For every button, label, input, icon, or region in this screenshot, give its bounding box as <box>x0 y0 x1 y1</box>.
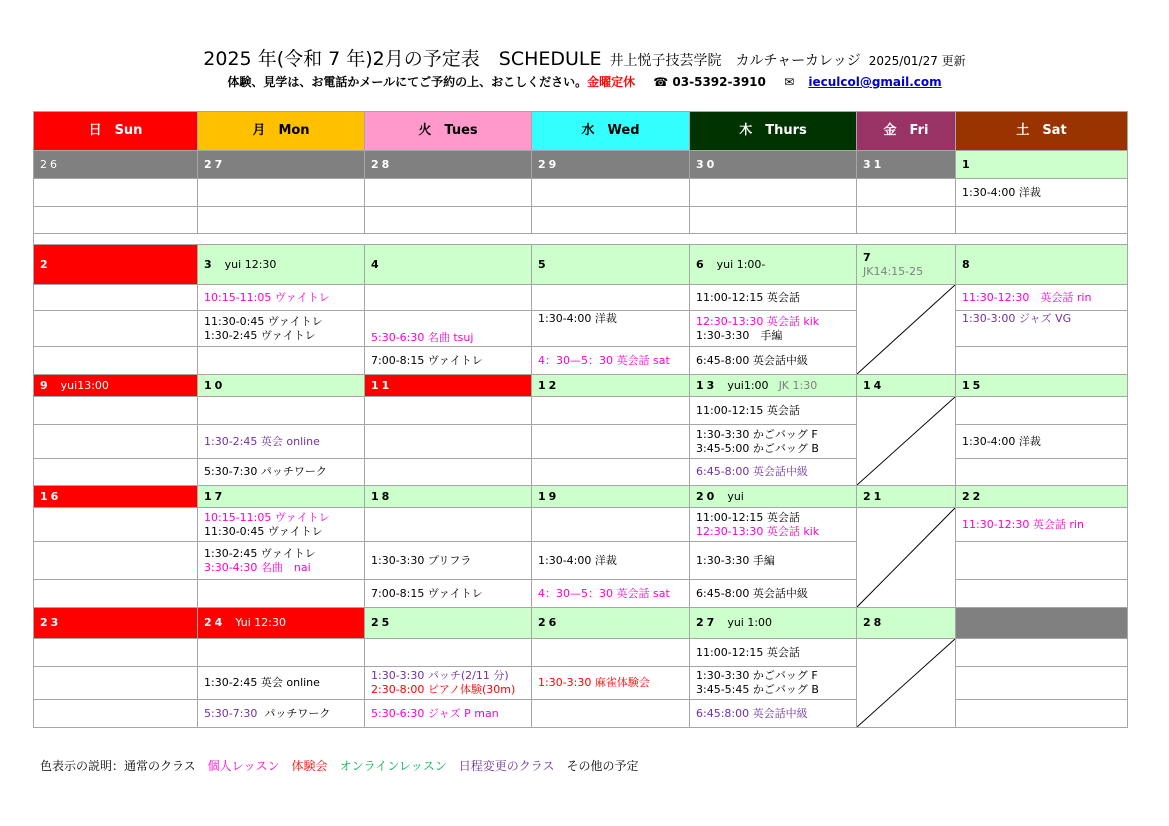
mail-icon: ✉ <box>784 75 795 89</box>
header-sun: 日 Sun <box>34 112 198 151</box>
date-cell: 3 yui 12:30 <box>198 245 365 285</box>
legend-regular: 色表示の説明：通常のクラス <box>40 759 196 773</box>
date-note: yui1:00 <box>727 378 769 392</box>
date-note: JK14:15-25 <box>863 264 924 278</box>
week4-row <box>34 508 1128 542</box>
week4-row <box>34 580 1128 608</box>
date-cell: 11 <box>365 375 532 397</box>
event-cell: 1:30-3:00 ジャズ VG <box>956 311 1128 347</box>
event-cell: 11:00-12:15 英会話 <box>690 639 857 667</box>
date-cell: 6 yui 1:00- <box>690 245 857 285</box>
event-cell: 5:30-6:30 名曲 tsuj <box>365 311 532 347</box>
legend-other: その他の予定 <box>566 759 639 773</box>
date-note: yui 12:30 <box>224 257 277 271</box>
event-cell: 6:45-8:00 英会話中級 <box>690 580 857 608</box>
event-cell: 5:30-6:30 ジャズ P man <box>365 700 532 728</box>
event-cell: 1:30-4:00 洋裁 <box>956 425 1128 459</box>
date-note: JK 1:30 <box>778 378 818 392</box>
event-cell: 7:00-8:15 ヴァイトレ <box>365 347 532 375</box>
event-cell: 4：30—5：30 英会話 sat <box>532 580 690 608</box>
date-cell: 23 <box>34 608 198 639</box>
event-cell: 4：30—5：30 英会話 sat <box>532 347 690 375</box>
date-cell: 29 <box>532 151 690 179</box>
event-cell: 1:30-4:00 洋裁 <box>532 311 690 347</box>
event-cell: 1:30-4:00 洋裁 <box>532 542 690 580</box>
date-note: yui 1:00- <box>716 257 766 271</box>
date-cell: 13 yui1:00 JK 1:30 <box>690 375 857 397</box>
date-note: Yui 12:30 <box>235 616 286 629</box>
date-cell: 21 <box>857 486 956 508</box>
date-cell: 10 <box>198 375 365 397</box>
week5-row <box>34 700 1128 728</box>
date-cell: 1 <box>956 151 1128 179</box>
event-cell: 12:30-13:30 英会話 kik 1:30-3:30 手編 <box>690 311 857 347</box>
date-cell <box>956 608 1128 639</box>
header-mon: 月 Mon <box>198 112 365 151</box>
date-cell: 20 yui <box>690 486 857 508</box>
header-fri: 金 Fri <box>857 112 956 151</box>
date-note: yui 1:00 <box>727 616 773 629</box>
event-cell: 6:45-8:00 英会話中級 <box>690 347 857 375</box>
date-cell: 4 <box>365 245 532 285</box>
date-cell: 27 <box>198 151 365 179</box>
date-cell: 2 <box>34 245 198 285</box>
date-note: yui13:00 <box>60 378 109 392</box>
event-cell: 5:30-7:30 パッチワーク <box>198 459 365 486</box>
event-cell: 6:45:8:00 英会話中級 <box>690 700 857 728</box>
date-cell: 14 <box>857 375 956 397</box>
event-cell: 11:00-12:15 英会話 <box>690 397 857 425</box>
week3-row <box>34 397 1128 425</box>
date-cell: 18 <box>365 486 532 508</box>
week5-date-row <box>34 608 1128 639</box>
week2-row <box>34 285 1128 311</box>
date-cell: 17 <box>198 486 365 508</box>
date-cell: 31 <box>857 151 956 179</box>
event-cell: 1:30-3:30 かごバッグ F 3:45-5:45 かごバッグ B <box>690 667 857 700</box>
date-cell: 30 <box>690 151 857 179</box>
date-cell: 19 <box>532 486 690 508</box>
event-cell: 11:00-12:15 英会話 12:30-13:30 英会話 kik <box>690 508 857 542</box>
email-link[interactable]: ieculcol@gmail.com <box>808 75 942 89</box>
event-cell: 1:30-2:45 英会 online <box>198 667 365 700</box>
color-legend <box>40 757 650 774</box>
closed-day: 金曜定休 <box>587 75 636 89</box>
header-thu: 木 Thurs <box>690 112 857 151</box>
week2-row <box>34 311 1128 347</box>
date-cell: 24 Yui 12:30 <box>198 608 365 639</box>
schedule-title: 2025 年(令和 7 年)2月の予定表 SCHEDULE <box>203 48 602 70</box>
weekday-header-row <box>34 112 1128 151</box>
week5-row <box>34 639 1128 667</box>
phone-icon: ☎ <box>653 75 669 89</box>
event-cell: 7:00-8:15 ヴァイトレ <box>365 580 532 608</box>
date-cell: 12 <box>532 375 690 397</box>
week1-row <box>34 207 1128 234</box>
legend-online: オンラインレッスン <box>339 759 447 773</box>
date-cell: 22 <box>956 486 1128 508</box>
week4-row <box>34 542 1128 580</box>
closed-slash <box>857 508 956 608</box>
week5-row <box>34 667 1128 700</box>
phone-number: 03-5392-3910 <box>672 75 766 89</box>
page-title <box>0 44 1169 71</box>
school-name: 井上悦子技芸学院 カルチャーカレッジ <box>609 53 861 69</box>
header-tue: 火 Tues <box>365 112 532 151</box>
event-cell: 1:30-3:30 かごバッグ F 3:45-5:00 かごバッグ B <box>690 425 857 459</box>
date-cell: 25 <box>365 608 532 639</box>
closed-slash <box>857 397 956 486</box>
week3-date-row <box>34 375 1128 397</box>
week1-date-row <box>34 151 1128 179</box>
week2-date-row <box>34 245 1128 285</box>
date-note: yui <box>727 489 744 503</box>
legend-private: 個人レッスン <box>207 759 280 773</box>
date-cell: 5 <box>532 245 690 285</box>
contact-line <box>0 73 1169 90</box>
week3-row <box>34 425 1128 459</box>
date-cell: 7 JK14:15-25 <box>857 245 956 285</box>
header-sat: 土 Sat <box>956 112 1128 151</box>
reservation-notice: 体験、見学は、お電話かメールにてご予約の上、おこしください。 <box>227 75 588 89</box>
event-cell: 1:30-3:30 プリフラ <box>365 542 532 580</box>
date-cell: 28 <box>365 151 532 179</box>
event-cell: 10:15-11:05 ヴァイトレ <box>198 285 365 311</box>
closed-slash <box>857 639 956 728</box>
closed-slash <box>857 285 956 375</box>
event-cell: 11:30-12:30 英会話 rin <box>956 285 1128 311</box>
event-cell: 6:45-8:00 英会話中級 <box>690 459 857 486</box>
week1-row <box>34 179 1128 207</box>
week4-date-row <box>34 486 1128 508</box>
date-cell: 16 <box>34 486 198 508</box>
event-cell: 11:00-12:15 英会話 <box>690 285 857 311</box>
event-cell: 11:30-0:45 ヴァイトレ 1:30-2:45 ヴァイトレ <box>198 311 365 347</box>
event-cell: 1:30-3:30 手編 <box>690 542 857 580</box>
legend-trial: 体験会 <box>291 759 328 773</box>
event-cell: 1:30-2:45 英会 online <box>198 425 365 459</box>
event-cell: 10:15-11:05 ヴァイトレ 11:30-0:45 ヴァイトレ <box>198 508 365 542</box>
event-cell: 1:30-3:30 パッチ(2/11 分) 2:30-8:00 ピアノ体験(30m) <box>365 667 532 700</box>
header-wed: 水 Wed <box>532 112 690 151</box>
calendar-grid <box>33 111 1128 728</box>
event-cell: 1:30-3:30 麻雀体験会 <box>532 667 690 700</box>
event-cell: 11:30-12:30 英会話 rin <box>956 508 1128 542</box>
week2-row <box>34 347 1128 375</box>
week3-row <box>34 459 1128 486</box>
date-cell: 27 yui 1:00 <box>690 608 857 639</box>
date-cell: 28 <box>857 608 956 639</box>
updated-date: 2025/01/27 更新 <box>868 54 966 68</box>
legend-changed: 日程変更のクラス <box>458 759 555 773</box>
date-cell: 8 <box>956 245 1128 285</box>
event-cell: 1:30-2:45 ヴァイトレ 3:30-4:30 名曲 nai <box>198 542 365 580</box>
date-cell: 26 <box>532 608 690 639</box>
date-cell: 15 <box>956 375 1128 397</box>
event-cell: 5:30-7:30 パッチワーク <box>198 700 365 728</box>
date-cell: 9 yui13:00 <box>34 375 198 397</box>
date-cell: 26 <box>34 151 198 179</box>
event-cell: 1:30-4:00 洋裁 <box>956 179 1128 207</box>
